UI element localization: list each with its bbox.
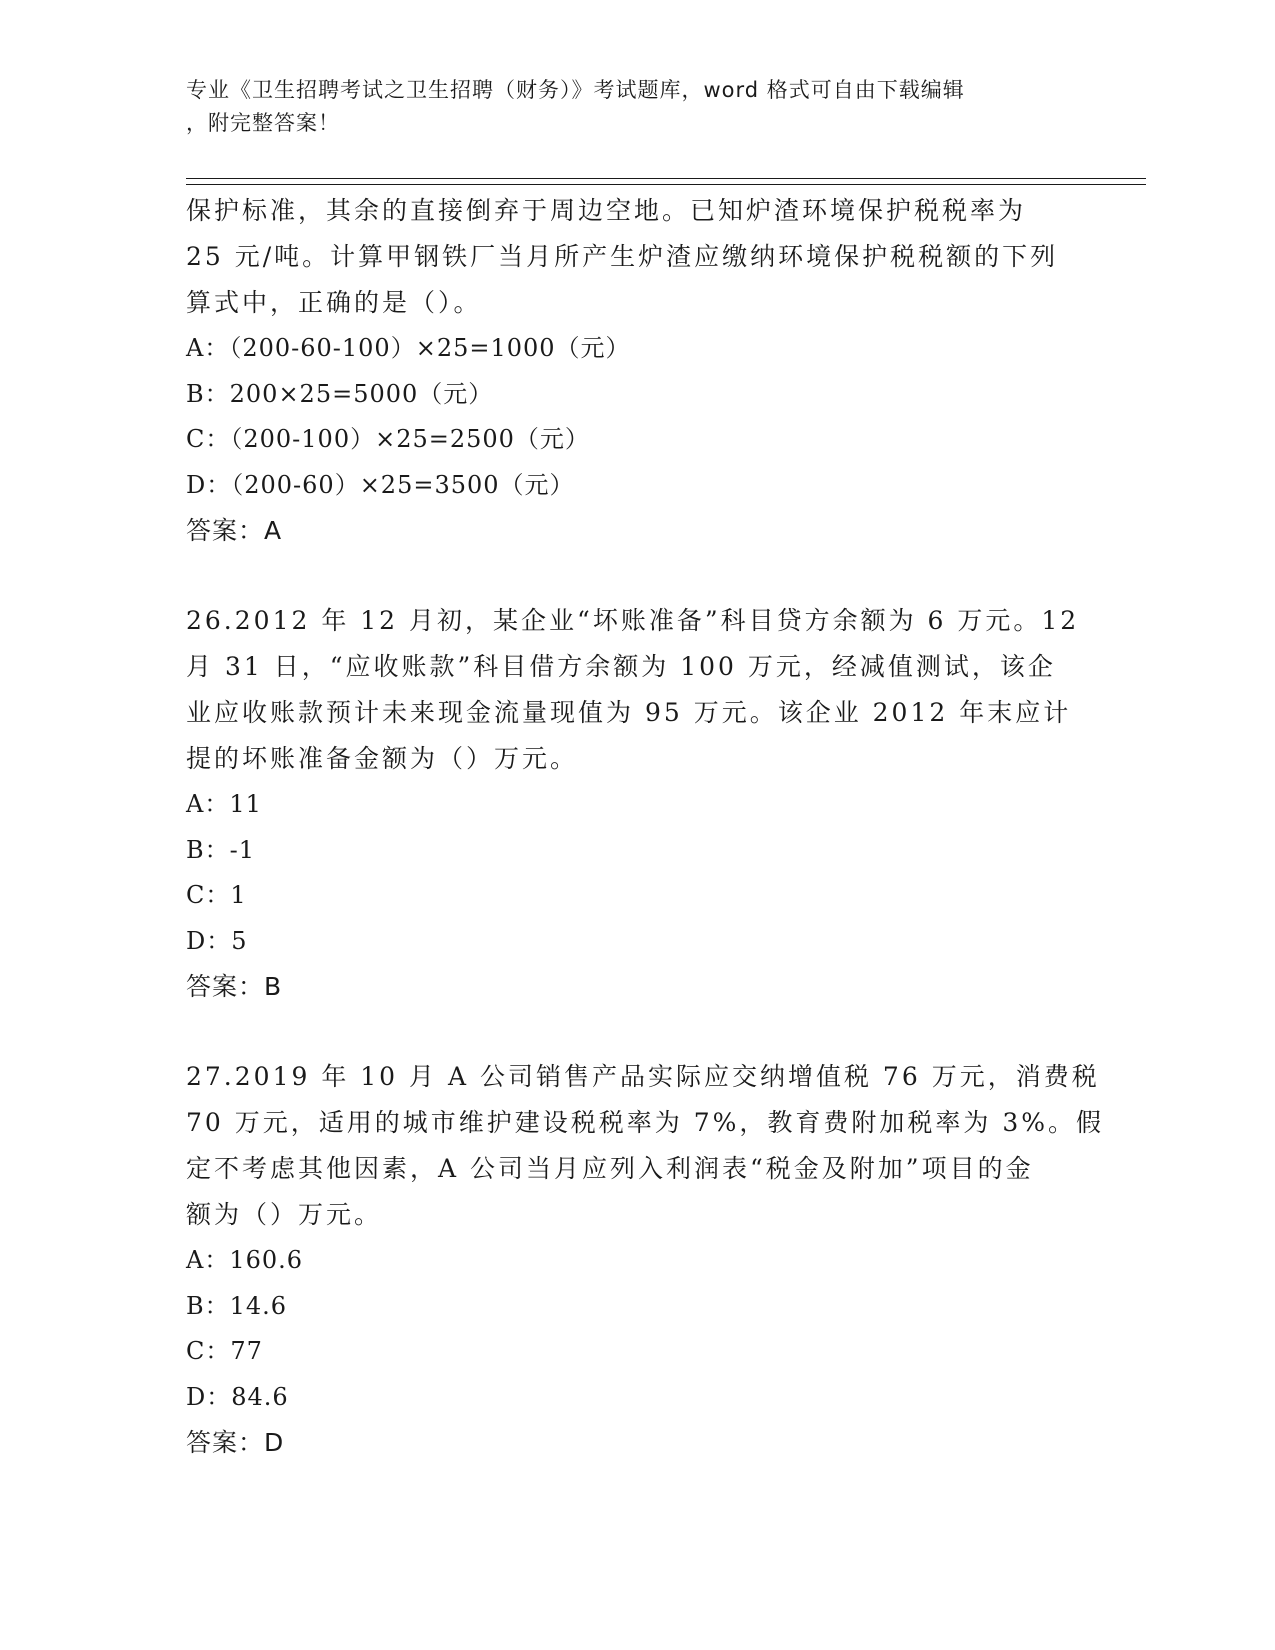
stem-line: 27.2019 年 10 月 A 公司销售产品实际应交纳增值税 76 万元，消费税 — [186, 1062, 1100, 1091]
stem-line: 提的坏账准备金额为（）万元。 — [186, 744, 579, 773]
spacer — [186, 1010, 1086, 1054]
option-a: A：160.6 — [186, 1246, 304, 1274]
option-d: D：84.6 — [186, 1382, 289, 1411]
question-stem — [186, 188, 1086, 326]
header-title-line-1: 专业《卫生招聘考试之卫生招聘（财务）》考试题库，word 格式可自由下载编辑 — [186, 78, 965, 102]
stem-line: 26.2012 年 12 月初，某企业“坏账准备”科目贷方余额为 6 万元。12 — [186, 606, 1080, 635]
stem-line: 70 万元，适用的城市维护建设税税率为 7%，教育费附加税率为 3%。假 — [186, 1108, 1104, 1137]
stem-line: 额为（）万元。 — [186, 1200, 383, 1229]
option-c: C：1 — [186, 881, 247, 909]
option-c: C：77 — [186, 1337, 263, 1365]
stem-line: 月 31 日，“应收账款”科目借方余额为 100 万元，经减值测试，该企 — [186, 652, 1056, 681]
option-b: B：200×25=5000（元） — [186, 379, 494, 408]
option-d: D：5 — [186, 926, 248, 955]
option-a: A：（200-60-100）×25=1000（元） — [186, 334, 631, 362]
stem-line: 算式中，正确的是（）。 — [186, 288, 482, 317]
option-d: D：（200-60）×25=3500（元） — [186, 470, 575, 499]
stem-line: 保护标准，其余的直接倒弃于周边空地。已知炉渣环境保护税税率为 — [186, 196, 1027, 225]
answer-line: 答案：D — [186, 1428, 285, 1457]
stem-line: 25 元/吨。计算甲钢铁厂当月所产生炉渣应缴纳环境保护税税额的下列 — [186, 242, 1059, 271]
option-b: B：14.6 — [186, 1291, 288, 1320]
option-b: B：-1 — [186, 835, 256, 864]
question-block — [186, 1054, 1104, 1466]
question-block — [186, 188, 1086, 554]
header-rule-bottom — [186, 184, 1146, 185]
question-block — [186, 598, 1086, 1010]
header-rule-top — [186, 178, 1146, 179]
header-title-line-2: ，附完整答案！ — [186, 111, 340, 135]
answer-line: 答案：A — [186, 516, 283, 545]
option-a: A：11 — [186, 790, 262, 818]
document-header — [186, 74, 1086, 140]
answer-line: 答案：B — [186, 972, 283, 1001]
option-c: C：（200-100）×25=2500（元） — [186, 425, 590, 453]
question-list — [186, 188, 1104, 1466]
spacer — [186, 554, 1086, 598]
question-stem — [186, 1054, 1104, 1238]
stem-line: 业应收账款预计未来现金流量现值为 95 万元。该企业 2012 年末应计 — [186, 698, 1072, 727]
stem-line: 定不考虑其他因素，A 公司当月应列入利润表“税金及附加”项目的金 — [186, 1154, 1034, 1183]
question-stem — [186, 598, 1086, 782]
